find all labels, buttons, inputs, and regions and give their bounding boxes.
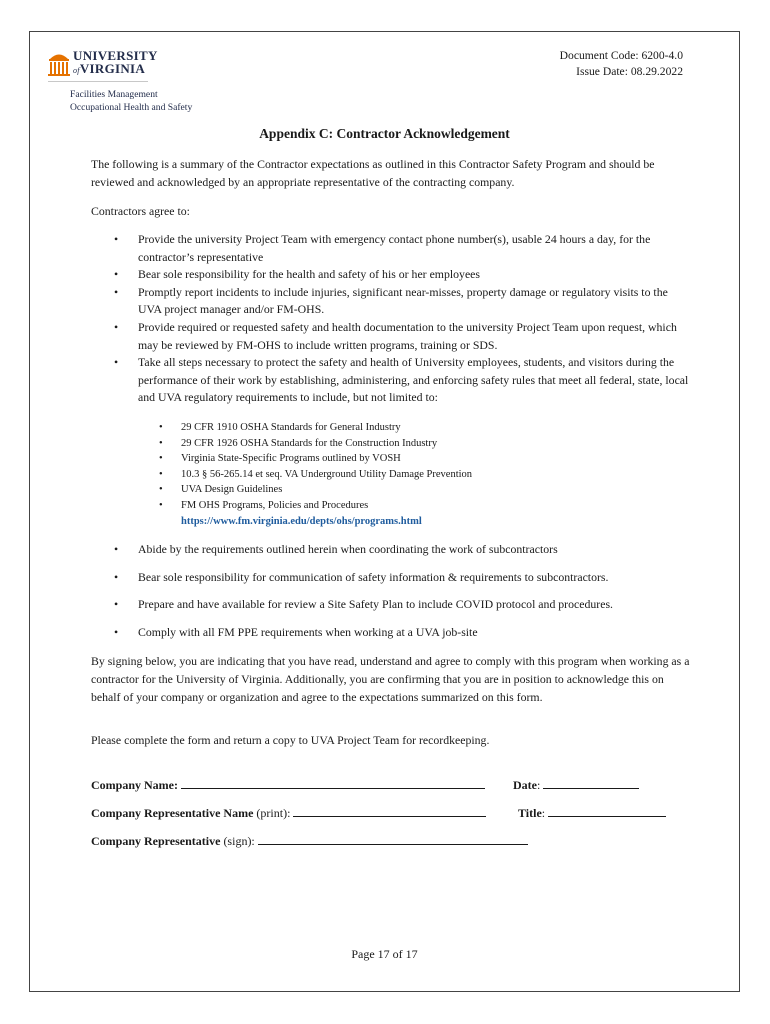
- sub-list-item: • UVA Design Guidelines: [153, 482, 553, 498]
- logo-divider: [48, 81, 148, 82]
- list-item: • Provide the university Project Team with emergency contact phone number(s), usable 24 hours a day, for the contractor’s representative: [111, 231, 691, 266]
- sub-list-item: • 29 CFR 1926 OSHA Standards for the Construction Industry: [153, 436, 553, 452]
- agreement-list: [111, 231, 691, 407]
- sub-list-item: • 29 CFR 1910 OSHA Standards for General Industry: [153, 420, 553, 436]
- list-item: • Prepare and have available for review a Site Safety Plan to include COVID protocol and procedures.: [111, 596, 691, 614]
- list-item: • Promptly report incidents to include injuries, significant near-misses, property damage or regulatory visits to the UVA project manager and/or FM-OHS.: [111, 284, 691, 319]
- return-paragraph: Please complete the form and return a copy to UVA Project Team for recordkeeping.: [91, 733, 490, 747]
- list-item: • Bear sole responsibility for the health and safety of his or her employees: [111, 266, 691, 284]
- intro-paragraph: The following is a summary of the Contractor expectations as outlined in this Contractor Safety Program and should be reviewed and acknowledged by an appropriate representative of the contracting company.: [91, 157, 655, 189]
- department-block: [70, 89, 192, 114]
- document-code: Document Code: 6200-4.0: [559, 49, 683, 62]
- title-label: Title: [518, 806, 542, 820]
- title-row: [518, 804, 666, 821]
- rep-name-field[interactable]: [293, 804, 486, 817]
- company-name-field[interactable]: [181, 776, 485, 789]
- document-page: [29, 31, 740, 992]
- page-number: Page 17 of 17: [351, 947, 418, 961]
- signing-paragraph: By signing below, you are indicating that you have read, understand and agree to comply with this program when working as a contractor for the University of Virginia. Additionally, you are confirming that you are in position to acknowledge this on behalf of your company or organization and agree to the expectations summarized on this form.: [91, 654, 690, 704]
- date-colon: :: [537, 778, 541, 792]
- sub-list-item: • Virginia State-Specific Programs outlined by VOSH: [153, 451, 553, 467]
- rotunda-icon: [48, 51, 70, 77]
- date-label: Date: [513, 778, 537, 792]
- rep-sign-row: [91, 832, 528, 849]
- list-item: • Comply with all FM PPE requirements when working at a UVA job-site: [111, 624, 691, 642]
- list-item: • Abide by the requirements outlined herein when coordinating the work of subcontractors: [111, 541, 691, 559]
- rep-name-hint: (print):: [256, 806, 291, 820]
- title-field[interactable]: [548, 804, 666, 817]
- page-title: Appendix C: Contractor Acknowledgement: [259, 126, 510, 141]
- agree-label: Contractors agree to:: [91, 204, 190, 218]
- date-field[interactable]: [543, 776, 639, 789]
- issue-date: Issue Date: 08.29.2022: [576, 65, 683, 78]
- list-item: • Bear sole responsibility for communication of safety information & requirements to subcontractors.: [111, 569, 691, 587]
- rep-name-row: [91, 804, 486, 821]
- ohs-programs-link[interactable]: https://www.fm.virginia.edu/depts/ohs/programs.html: [181, 515, 422, 527]
- list-item: • Take all steps necessary to protect the safety and health of University employees, students, and visitors during the performance of their work by establishing, administering, and enforcing safety rules that meet all federal, state, local and UVA regulatory requirements to include, but not limited to:: [111, 354, 691, 407]
- regulations-list: [153, 420, 553, 529]
- sub-list-item: [153, 498, 553, 529]
- sub-list-text: FM OHS Programs, Policies and Procedures: [181, 499, 369, 511]
- document-meta: [560, 48, 683, 80]
- logo-line-university: UNIVERSITY: [73, 48, 158, 63]
- date-row: [513, 776, 639, 793]
- rep-sign-label: Company Representative: [91, 834, 221, 848]
- rep-name-label: Company Representative Name: [91, 806, 254, 820]
- sub-list-item: • 10.3 § 56-265.14 et seq. VA Underground Utility Damage Prevention: [153, 467, 553, 483]
- rep-sign-hint: (sign):: [223, 834, 255, 848]
- rep-signature-field[interactable]: [258, 832, 528, 845]
- title-colon: :: [541, 806, 546, 820]
- dept-facilities: Facilities Management: [70, 89, 158, 100]
- logo-wordmark: [73, 49, 158, 75]
- dept-ohs: Occupational Health and Safety: [70, 101, 193, 113]
- list-item: • Provide required or requested safety and health documentation to the university Project Team upon request, which may be reviewed by FM-OHS to include written programs, training or SDS.: [111, 319, 691, 354]
- logo-line-virginia: [73, 62, 158, 75]
- company-name-row: [91, 776, 485, 793]
- logo-virginia-text: VIRGINIA: [79, 61, 146, 76]
- agreement-list-continued: [111, 541, 691, 651]
- company-name-label: Company Name:: [91, 778, 178, 792]
- logo-of: of: [73, 66, 80, 75]
